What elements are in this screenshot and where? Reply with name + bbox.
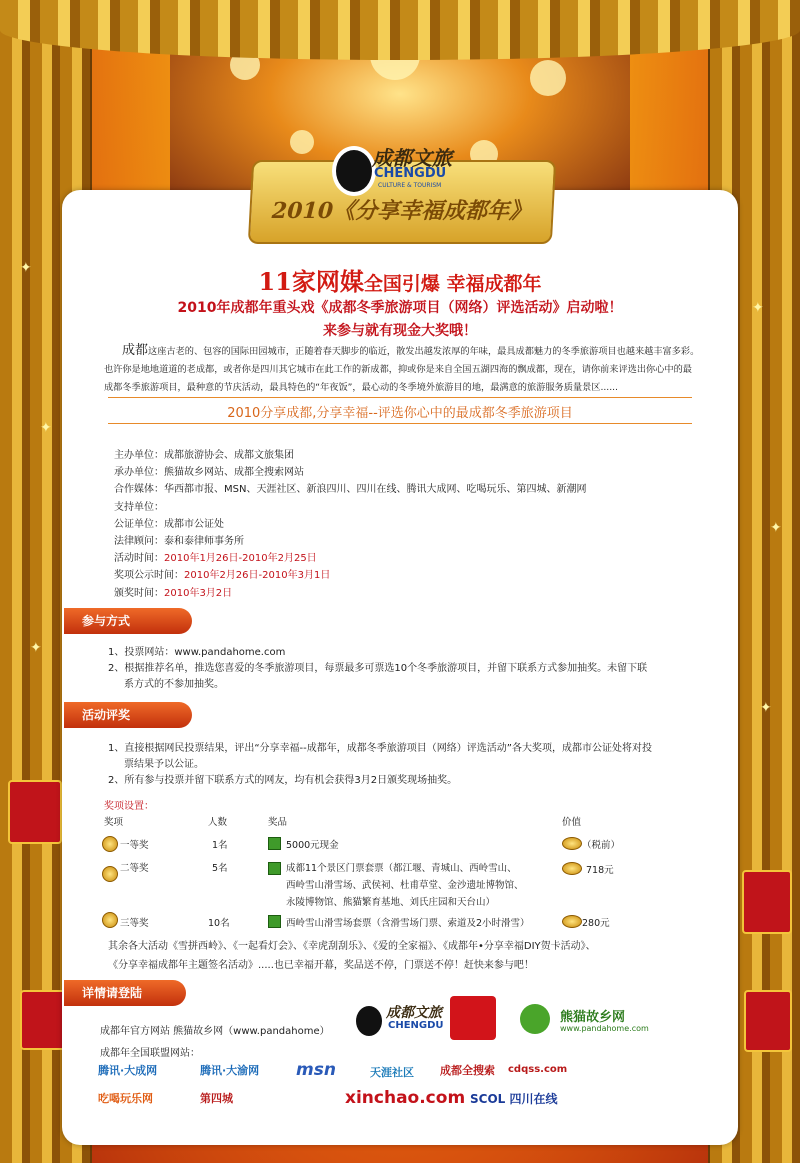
prize-count: 5名 bbox=[212, 863, 228, 874]
partner-logo[interactable]: 天涯社区 bbox=[370, 1066, 414, 1079]
prize-item: 西岭雪山滑雪场套票（含滑雪场门票、索道及2小时滑雪） bbox=[286, 918, 530, 929]
prize-item: 成都11个景区门票套票（都江堰、青城山、西岭雪山、 西岭雪山滑雪场、武侯祠、杜甫草堂、金沙遗址博物馆、 永陵博物馆、熊猫繁育基地、刘氏庄园和天台山） bbox=[286, 863, 524, 908]
intro-paragraph: 成都这座古老的、包容的国际田园城市，正随着春天脚步的临近，散发出越发浓厚的年味，最具成都魅力的冬季旅游项目也越来越丰富多彩。也许你是地地道道的老成都，或者你是四川其它城市在此工作的新成都，抑或你是来自全国五湖四海的飘成都，现在，请你前来评选出你心中的最成都冬季旅游项目，最种意的节庆活动，最具特色的“年夜饭”，最心动的冬季境外旅游目的地，最满意的旅游服务质量景区...... bbox=[104, 343, 700, 393]
section-awards: 活动评奖 bbox=[64, 702, 192, 728]
info-label: 颁奖时间： bbox=[114, 587, 164, 599]
awards-text: 1、直接根据网民投票结果，评出“分享幸福--成都年，成都冬季旅游项目（网络）评选活动”各大奖项，成都市公证处将对投 票结果予以公证。 2、所有参与投票并留下联系方式的网友，均有机会获得3月2日颁奖现场抽奖。 bbox=[108, 743, 652, 786]
prize-count: 10名 bbox=[208, 918, 230, 929]
panda-logo-icon bbox=[332, 146, 376, 196]
info-value: 2010年2月26日-2010年3月1日 bbox=[184, 570, 331, 582]
partner-logo[interactable]: 成都全搜索 bbox=[440, 1064, 495, 1077]
divider bbox=[108, 423, 692, 424]
info-row bbox=[114, 532, 244, 547]
partner-logo[interactable]: 吃喝玩乐网 bbox=[98, 1092, 153, 1105]
partner-logo[interactable]: 腾讯·大成网 bbox=[98, 1064, 158, 1077]
headline-line2: 2010年成都年重头戏《成都冬季旅游项目（网络）评选活动》启动啦！ bbox=[177, 300, 623, 316]
gift-box-decoration bbox=[744, 990, 792, 1052]
info-label: 承办单位： bbox=[114, 467, 164, 479]
info-label: 支持单位： bbox=[114, 501, 164, 513]
prize-name: 三等奖 bbox=[120, 918, 149, 929]
banner-title: 2010《分享幸福成都年》 bbox=[271, 198, 532, 224]
header-count: 人数 bbox=[208, 817, 228, 828]
info-value: 2010年3月2日 bbox=[164, 587, 233, 599]
gift-box-decoration bbox=[742, 870, 792, 934]
prize-value: 718元 bbox=[586, 865, 614, 876]
info-label: 奖项公示时间： bbox=[114, 570, 184, 582]
gift-icon bbox=[268, 915, 281, 928]
prize-name: 一等奖 bbox=[120, 840, 149, 851]
info-row bbox=[114, 463, 304, 478]
info-value: 成都市公证处 bbox=[164, 518, 224, 530]
prize-name: 二等奖 bbox=[120, 863, 149, 874]
prize-value: （税前） bbox=[582, 840, 621, 851]
header-prize: 奖品 bbox=[268, 817, 288, 828]
info-label: 主办单位： bbox=[114, 450, 164, 461]
headline: 11家网媒全国引爆 幸福成都年 bbox=[258, 267, 542, 296]
header-value: 价值 bbox=[562, 817, 582, 828]
participate-text: 1、投票网站：www.pandahome.com 2、根据推荐名单，推选您喜爱的冬季旅游项目，每票最多可票选10个冬季旅游项目，并留下联系方式参加抽奖。未留下联 系方式的不参加抽奖。 bbox=[108, 647, 648, 690]
info-label: 活动时间： bbox=[114, 553, 164, 565]
logo-cn-text: 成都文旅 bbox=[372, 146, 452, 170]
coins-icon bbox=[562, 837, 582, 850]
partner-logo[interactable]: 第四城 bbox=[200, 1092, 233, 1105]
chengdu-year-logo[interactable] bbox=[450, 996, 496, 1040]
coins-icon bbox=[562, 862, 582, 875]
curtain-valance bbox=[0, 0, 800, 60]
info-value: 熊猫故乡网站、成都全搜索网站 bbox=[164, 467, 304, 479]
official-sites[interactable]: 成都年官方网站 熊猫故乡网（www.pandahome） bbox=[100, 1026, 330, 1037]
medal-icon bbox=[102, 866, 118, 882]
info-label: 公证单位： bbox=[114, 518, 164, 530]
partner-logo[interactable]: SCOL 四川在线 bbox=[470, 1092, 558, 1106]
chengdu-logo-footer[interactable]: 成都文旅 CHENGDU bbox=[356, 1000, 446, 1040]
headline-line3: 来参与就有现金大奖哦！ bbox=[323, 323, 477, 339]
partner-logo[interactable]: msn bbox=[296, 1060, 336, 1080]
info-row bbox=[114, 549, 317, 564]
pandahome-logo[interactable]: 熊猫故乡网 www.pandahome.com bbox=[520, 1004, 680, 1038]
gift-box-decoration bbox=[8, 780, 62, 844]
prize-item: 5000元现金 bbox=[286, 840, 339, 851]
info-value: 泰和泰律师事务所 bbox=[164, 536, 244, 547]
info-row bbox=[114, 515, 224, 530]
prize-table-title: 奖项设置： bbox=[104, 801, 154, 812]
info-row bbox=[114, 480, 586, 495]
prize-value: 280元 bbox=[582, 918, 610, 929]
section-details: 详情请登陆 bbox=[64, 980, 186, 1006]
info-label: 法律顾问： bbox=[114, 536, 164, 547]
logo-sub-text: CULTURE & TOURISM bbox=[378, 182, 442, 189]
alliance-label: 成都年全国联盟网站： bbox=[100, 1048, 200, 1059]
coins-icon bbox=[562, 915, 582, 928]
info-value: 成都旅游协会、成都文旅集团 bbox=[164, 450, 294, 461]
logo-en-text: CHENGDU bbox=[374, 166, 447, 181]
info-label: 合作媒体： bbox=[114, 484, 164, 496]
partner-logo[interactable]: xinchao.com bbox=[345, 1088, 466, 1108]
prize-count: 1名 bbox=[212, 840, 228, 851]
divider bbox=[108, 397, 692, 398]
info-row bbox=[114, 446, 294, 461]
section-participate: 参与方式 bbox=[64, 608, 192, 634]
header-award: 奖项 bbox=[104, 817, 124, 828]
chengdu-tourism-logo bbox=[322, 142, 482, 192]
partner-logo[interactable]: cdqss.com bbox=[508, 1064, 568, 1075]
gift-icon bbox=[268, 862, 281, 875]
info-row bbox=[114, 584, 232, 599]
closing-text: 其余各大活动《雪拼西岭》、《一起看灯会》、《幸虎刮刮乐》、《爱的全家福》、《成都年•分享幸福DIY贺卡活动》、 《分享幸福成都年主题签名活动》.....也已幸福开幕，奖品送不停，门票送不停！赶快来参与吧！ bbox=[108, 941, 596, 971]
info-value: 华西都市报、MSN、天涯社区、新浪四川、四川在线、腾讯大成网、吃喝玩乐、第四城、新潮网 bbox=[164, 484, 587, 496]
medal-icon bbox=[102, 836, 118, 852]
info-value: 2010年1月26日-2010年2月25日 bbox=[164, 553, 317, 565]
info-row bbox=[114, 498, 164, 513]
gift-icon bbox=[268, 837, 281, 850]
info-row bbox=[114, 566, 330, 581]
medal-icon bbox=[102, 912, 118, 928]
partner-logo[interactable]: 腾讯·大渝网 bbox=[200, 1064, 260, 1077]
theme-title: 2010分享成都,分享幸福--评选你心中的最成都冬季旅游项目 bbox=[227, 406, 573, 421]
